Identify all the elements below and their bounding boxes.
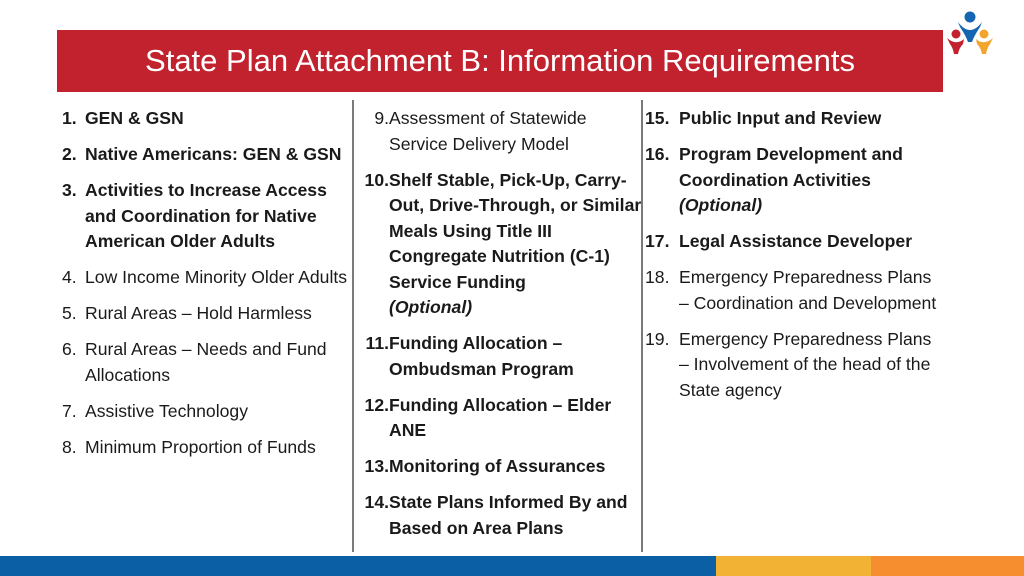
item-text xyxy=(389,490,642,541)
item-number: 10. xyxy=(364,169,389,190)
list-item xyxy=(645,142,941,219)
item-number: 18. xyxy=(645,267,670,287)
item-text xyxy=(389,331,642,382)
list-item xyxy=(354,454,642,480)
item-text xyxy=(679,142,941,219)
item-text xyxy=(85,435,352,461)
item-number: 13. xyxy=(364,456,389,476)
list-item xyxy=(354,106,642,157)
item-number: 12. xyxy=(364,394,389,415)
item-label: Assessment of Statewide Service Delivery Model xyxy=(389,108,587,154)
item-label: Native Americans: GEN & GSN xyxy=(85,144,342,164)
item-text xyxy=(389,393,642,444)
list-item xyxy=(62,435,352,461)
optional-tag: (Optional) xyxy=(389,297,473,317)
item-number: 3. xyxy=(62,180,77,200)
item-label: Emergency Preparedness Plans – Coordination and Development xyxy=(679,267,937,313)
list-item xyxy=(62,301,352,327)
list-item xyxy=(354,490,642,541)
item-label: Activities to Increase Access and Coordination for Native American Older Adults xyxy=(85,180,327,251)
title-bar xyxy=(57,30,943,92)
list-item xyxy=(645,229,941,255)
people-logo-icon xyxy=(944,8,996,58)
item-label: Legal Assistance Developer xyxy=(679,231,913,251)
item-number: 7. xyxy=(62,400,77,421)
item-number: 17. xyxy=(645,231,670,251)
item-text xyxy=(679,327,941,404)
item-text xyxy=(389,168,642,321)
item-text xyxy=(85,265,352,291)
list-item xyxy=(354,331,642,382)
list-item xyxy=(645,106,941,132)
item-text xyxy=(679,229,941,255)
item-number: 9. xyxy=(374,108,389,128)
item-label: Shelf Stable, Pick-Up, Carry-Out, Drive-Through, or Similar Meals Using Title III Congregate Nutrition (C-1) Service Funding xyxy=(389,169,642,292)
item-number: 14. xyxy=(364,492,389,512)
footer-segment-blue xyxy=(0,556,716,576)
item-number: 2. xyxy=(62,144,77,164)
list-item xyxy=(62,142,352,168)
list-item xyxy=(62,337,352,388)
item-number: 5. xyxy=(62,303,77,323)
column-2 xyxy=(354,106,642,552)
item-number: 8. xyxy=(62,436,77,457)
item-text xyxy=(85,106,352,132)
item-label: Funding Allocation – Elder ANE xyxy=(389,394,612,440)
item-label: Emergency Preparedness Plans – Involvement of the head of the State agency xyxy=(679,328,932,400)
footer-segment-orange xyxy=(871,556,1024,576)
item-text xyxy=(389,106,642,157)
item-label: GEN & GSN xyxy=(85,108,184,128)
item-number: 4. xyxy=(62,267,77,287)
item-text xyxy=(389,454,642,480)
list-item xyxy=(645,265,941,316)
list-item xyxy=(62,265,352,291)
item-label: Rural Areas – Needs and Fund Allocations xyxy=(85,339,327,385)
item-number: 19. xyxy=(645,328,670,349)
item-text xyxy=(85,337,352,388)
item-label: Low Income Minority Older Adults xyxy=(85,267,348,287)
optional-tag: (Optional) xyxy=(679,195,763,215)
list-item xyxy=(62,399,352,425)
page-title: State Plan Attachment B: Information Requirements xyxy=(145,43,855,78)
list-item xyxy=(62,106,352,132)
item-number: 16. xyxy=(645,144,670,164)
footer-segment-yellow xyxy=(716,556,871,576)
item-label: Program Development and Coordination Activities xyxy=(679,144,903,190)
item-label: Monitoring of Assurances xyxy=(389,456,606,476)
item-text xyxy=(85,178,352,255)
list-item xyxy=(62,178,352,255)
list-item xyxy=(354,168,642,321)
list-item xyxy=(645,327,941,404)
item-text xyxy=(679,106,941,132)
item-label: State Plans Informed By and Based on Area Plans xyxy=(389,492,628,538)
item-text xyxy=(679,265,941,316)
item-text xyxy=(85,301,352,327)
item-number: 6. xyxy=(62,339,77,359)
item-number: 11. xyxy=(365,333,389,353)
item-label: Funding Allocation – Ombudsman Program xyxy=(389,333,574,379)
item-number: 1. xyxy=(62,108,77,128)
item-text xyxy=(85,142,352,168)
column-3 xyxy=(645,106,941,414)
item-label: Rural Areas – Hold Harmless xyxy=(85,303,312,323)
item-number: 15. xyxy=(645,108,670,128)
footer-bar xyxy=(0,556,1024,576)
column-1 xyxy=(62,106,352,471)
item-label: Minimum Proportion of Funds xyxy=(85,436,316,457)
item-text xyxy=(85,399,352,425)
item-label: Assistive Technology xyxy=(85,400,248,421)
item-label: Public Input and Review xyxy=(679,108,882,128)
list-item xyxy=(354,393,642,444)
